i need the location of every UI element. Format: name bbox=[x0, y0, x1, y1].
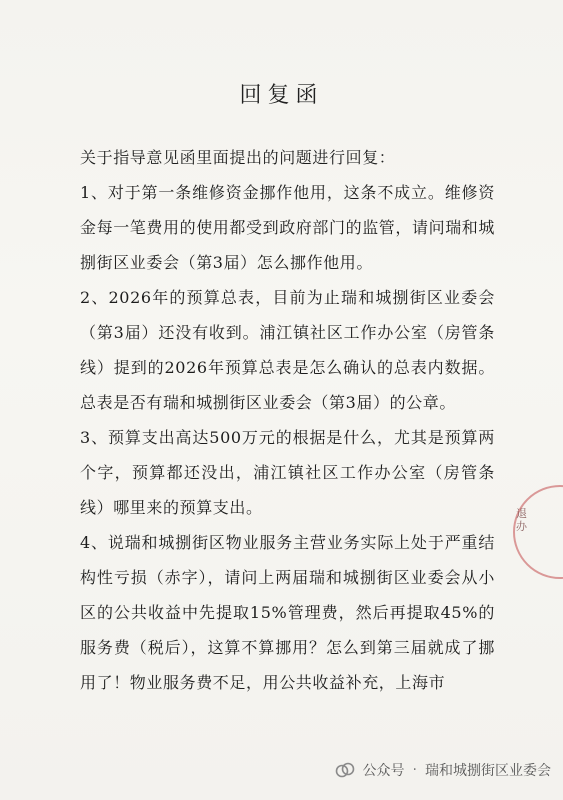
wechat-watermark bbox=[335, 760, 551, 780]
document-body bbox=[80, 140, 495, 700]
paragraph-item-4: 4、说瑞和城捌街区物业服务主营业务实际上处于严重结构性亏损（赤字），请问上两届瑞和城捌街区业委会从小区的公共收益中先提取15%管理费，然后再提取45%的服务费（税后），这算不算挪用？怎么到第三届就成了挪用了！物业服务费不足，用公共收益补充，上海市 bbox=[80, 533, 495, 692]
paragraph-item-2: 2、2026年的预算总表，目前为止瑞和城捌街区业委会（第3届）还没有收到。浦江镇社区工作办公室（房管条线）提到的2026年预算总表是怎么确认的总表内数据。总表是否有瑞和城捌街区业委会（第3届）的公章。 bbox=[80, 288, 495, 412]
paragraph-intro: 关于指导意见函里面提出的问题进行回复： bbox=[80, 148, 396, 167]
document-title: 回复函 bbox=[239, 83, 324, 108]
wechat-official-account-icon bbox=[335, 760, 355, 780]
paragraph-item-3: 3、预算支出高达500万元的根据是什么，尤其是预算两个字，预算都还没出，浦江镇社区工作办公室（房管条线）哪里来的预算支出。 bbox=[80, 428, 495, 517]
paragraph-item-1: 1、对于第一条维修资金挪作他用，这条不成立。维修资金每一笔费用的使用都受到政府部门的监管，请问瑞和城捌街区业委会（第3届）怎么挪作他用。 bbox=[80, 183, 496, 272]
watermark-separator: · bbox=[412, 762, 417, 778]
watermark-prefix: 公众号 bbox=[362, 763, 405, 779]
watermark-account-name: 瑞和城捌街区业委会 bbox=[425, 763, 551, 779]
handwritten-note: 退办 bbox=[516, 507, 527, 533]
